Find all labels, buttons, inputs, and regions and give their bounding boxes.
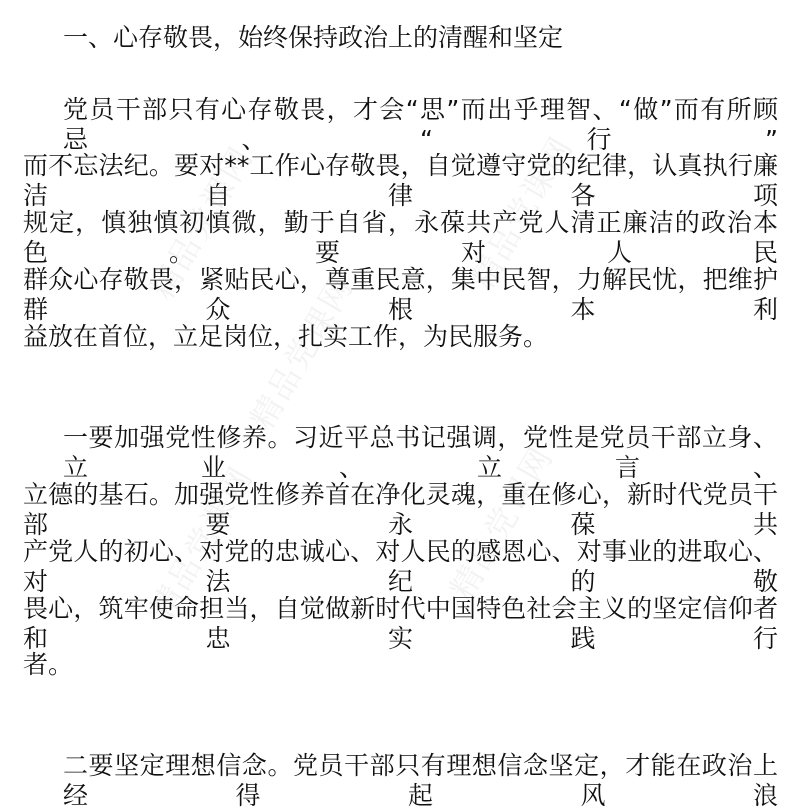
paragraph-line: 规定，慎独慎初慎微，勤于自省，永葆共产党人清正廉洁的政治本色。要对人民 (23, 208, 778, 267)
paragraph-line: 立德的基石。加强党性修养首在净化灵魂，重在修心，新时代党员干部要永葆共 (23, 480, 778, 539)
paragraph-line: 群众心存敬畏，紧贴民心，尊重民意，集中民智，力解民忧，把维护群众根本利 (23, 265, 778, 324)
section-heading: 一、心存敬畏，始终保持政治上的清醒和坚定 (63, 23, 564, 52)
watermark: 精品党课网 (142, 139, 261, 306)
paragraph-line: 而不忘法纪。要对**工作心存敬畏，自觉遵守党的纪律，认真执行廉洁自律各项 (23, 151, 778, 210)
paragraph-line: 者。 (23, 650, 74, 679)
watermark: 精品党课网 (462, 129, 581, 296)
watermark: 精品党课网 (442, 439, 561, 606)
watermark: 精品党课网 (242, 269, 361, 436)
paragraph-line: 畏心，筑牢使命担当，自觉做新时代中国特色社会主义的坚定信仰者和忠实践行 (23, 594, 778, 653)
paragraph-line: 一要加强党性修养。习近平总书记强调，党性是党员干部立身、立业、立言、 (63, 423, 778, 482)
paragraph-line: 二要坚定理想信念。党员干部只有理想信念坚定，才能在政治上经得起风浪 (63, 751, 778, 810)
paragraph-line: 党员干部只有心存敬畏，才会“思”而出乎理智、“做”而有所顾忌、“行” (63, 95, 778, 154)
paragraph-line: 产党人的初心、对党的忠诚心、对人民的感恩心、对事业的进取心、对法纪的敬 (23, 537, 778, 596)
watermark: 精品党课网 (142, 459, 261, 626)
paragraph-line: 益放在首位，立足岗位，扎实工作，为民服务。 (23, 322, 549, 351)
